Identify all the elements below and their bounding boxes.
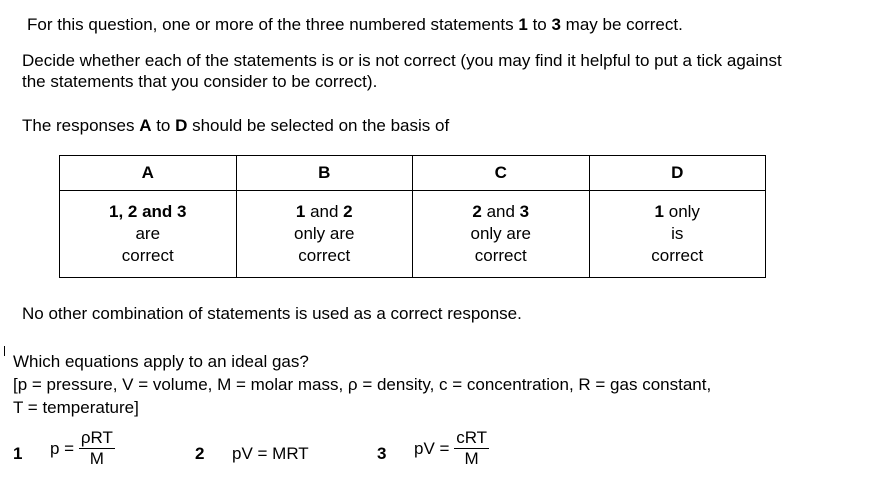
statement-1-number: 1 — [13, 444, 23, 463]
response-header-a: A — [60, 156, 237, 191]
response-header-c: C — [413, 156, 590, 191]
response-note: No other combination of statements is used as a correct response. — [22, 304, 522, 323]
response-cell-a: 1, 2 and 3 are correct — [60, 191, 237, 278]
statement-3-fraction: $\frac{\text{cRT}}{M}$ — [456, 428, 488, 468]
response-header-b: B — [236, 156, 413, 191]
statement-1-fraction: $\frac{\text{ρRT}}{M}$ — [80, 428, 113, 468]
statement-1-equation: p = $\frac{\text{ρRT}}{M}$ — [50, 428, 113, 468]
statement-2-equation: pV = MRT — [232, 444, 309, 463]
intro-line-3: the statements that you consider to be correct). — [22, 72, 378, 91]
question-text: Which equations apply to an ideal gas? — [13, 352, 309, 371]
response-cell-b: 1 and 2 only are correct — [236, 191, 413, 278]
question-definitions-line-2: T = temperature] — [13, 398, 139, 417]
response-cell-c: 2 and 3 only are correct — [413, 191, 590, 278]
response-key-table — [59, 155, 766, 278]
question-definitions-line-1: [p = pressure, V = volume, M = molar mass, ρ = density, c = concentration, R = gas constant, — [13, 375, 712, 394]
intro-line-4: The responses A to D should be selected on the basis of — [22, 116, 450, 135]
response-body-row — [60, 191, 766, 278]
response-cell-d: 1 only is correct — [589, 191, 766, 278]
statement-3-equation: pV = $\frac{\text{cRT}}{M}$ — [414, 428, 488, 468]
response-header-d: D — [589, 156, 766, 191]
response-header-row — [60, 156, 766, 191]
statement-3-number: 3 — [377, 444, 387, 463]
statement-2-number: 2 — [195, 444, 205, 463]
intro-line-1: For this question, one or more of the three numbered statements 1 to 3 may be correct. — [27, 15, 683, 34]
margin-mark — [4, 346, 5, 356]
intro-line-2: Decide whether each of the statements is or is not correct (you may find it helpful to put a tick against — [22, 51, 782, 70]
